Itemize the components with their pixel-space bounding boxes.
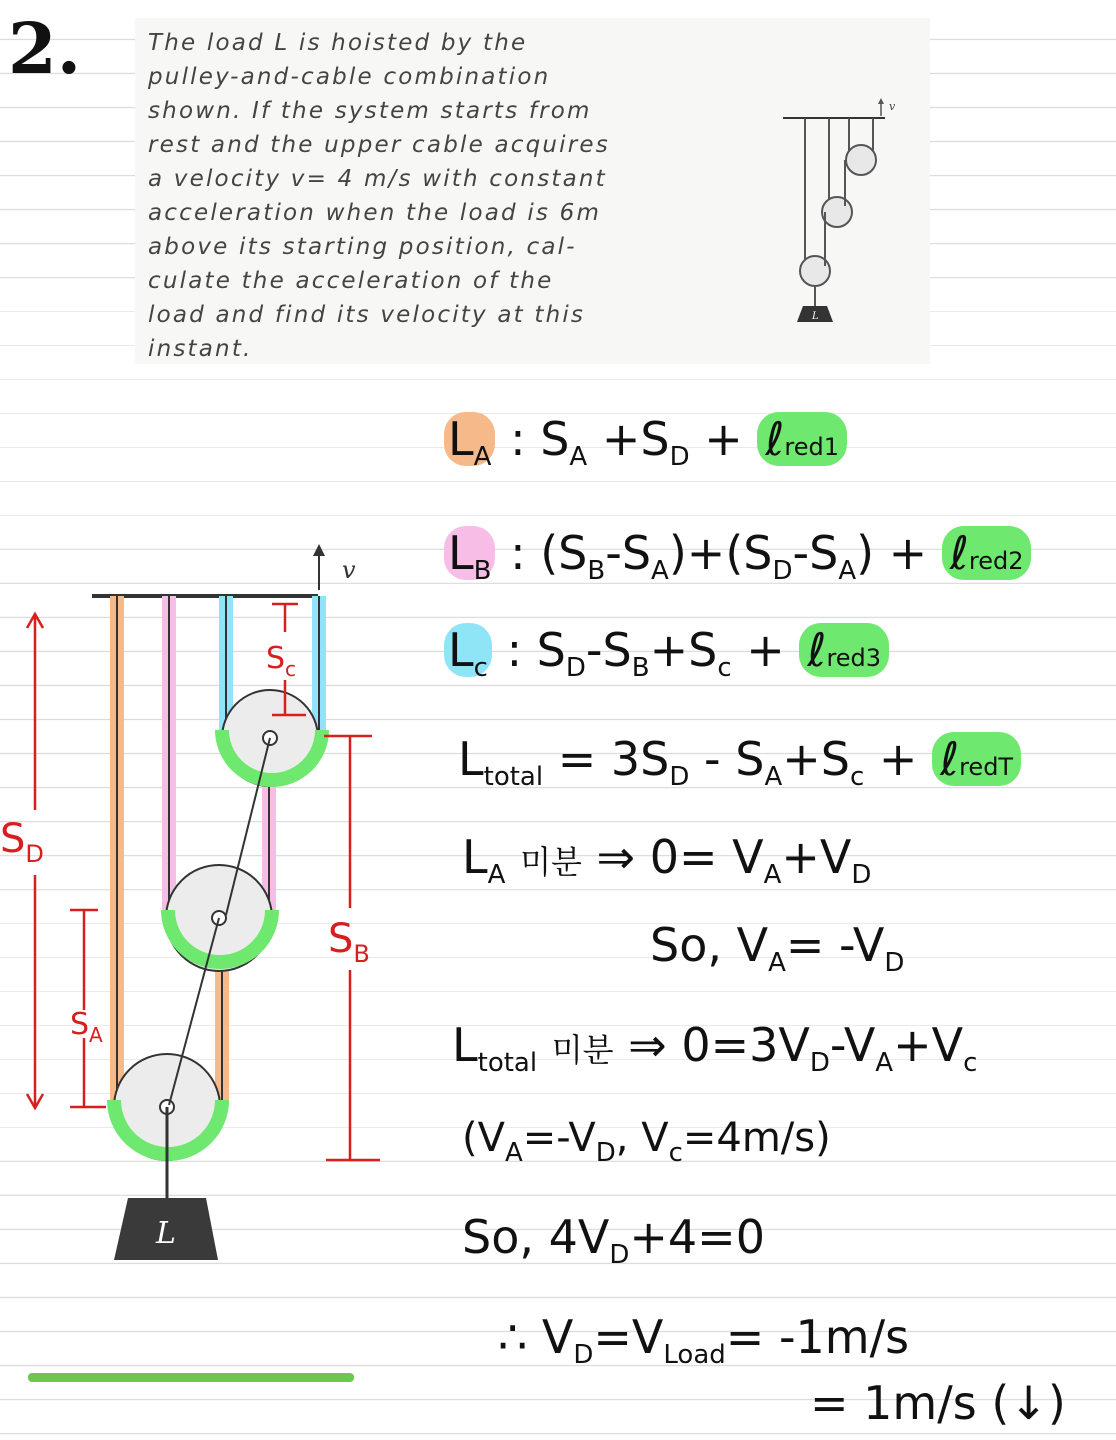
problem-line: shown. If the system starts from — [148, 98, 592, 124]
lc-red-length: ℓred3 — [799, 623, 889, 677]
green-underline-bar — [28, 1373, 354, 1382]
eq-final-answer: = 1m/s (↓) — [810, 1376, 1066, 1430]
la-red-length: ℓred1 — [757, 412, 847, 466]
eq-so-va: So, $V_A= -V_D$ — [650, 918, 905, 978]
eq-therefore: ∴ $V_D=V_{Load}= -1m/s$ — [498, 1310, 910, 1370]
eq-lc: $L_c$ : $S_D-S_B+S_c$ + ℓred3 — [444, 627, 889, 681]
lb-red-length: ℓred2 — [942, 526, 1032, 580]
eq-la-derivative: $L_A$ 미분 ⇒ $0= V_A+V_D$ — [462, 830, 872, 890]
problem-line: rest and the upper cable acquires — [148, 132, 610, 158]
problem-line: pulley-and-cable combination — [148, 64, 551, 90]
problem-line: acceleration when the load is 6m — [148, 200, 602, 226]
problem-line: load and find its velocity at this — [148, 302, 586, 328]
lb-label: $L_B$ — [444, 526, 495, 580]
small-load-label: L — [812, 311, 819, 322]
lc-label: $L_c$ — [444, 623, 492, 677]
label-sa: $S_A$ — [70, 1007, 103, 1047]
problem-line: a velocity v= 4 m/s with constant — [148, 166, 607, 192]
load-label: L — [156, 1216, 176, 1251]
ltotal-red-length: ℓredT — [932, 732, 1021, 786]
la-label: $L_A$ — [444, 412, 495, 466]
eq-lb: $L_B$ : $(S_B-S_A)+(S_D-S_A)$ + ℓred2 — [444, 530, 1031, 584]
problem-line: culate the acceleration of the — [148, 268, 554, 294]
velocity-label: v — [342, 556, 356, 584]
eq-la: $L_A$ : $S_A +S_D$ + ℓred1 — [444, 416, 847, 470]
problem-line: above its starting position, cal- — [148, 234, 577, 260]
problem-number: 2. — [8, 7, 82, 90]
label-sc: $S_c$ — [266, 641, 297, 681]
problem-line: instant. — [148, 336, 253, 362]
label-sb: $S_B$ — [328, 916, 370, 968]
small-velocity-label: v — [889, 100, 896, 113]
eq-ltotal-derivative: $L_{total}$ 미분 ⇒ $0=3V_D-V_A+V_c$ — [452, 1018, 978, 1078]
problem-line: The load L is hoisted by the — [148, 30, 528, 56]
eq-ltotal: $L_{total} = 3S_D - S_A+S_c$ + ℓredT — [458, 736, 1021, 790]
label-sd: $S_D$ — [0, 816, 44, 868]
eq-so-4vd: So, $4V_D+4=0$ — [462, 1210, 765, 1270]
eq-substitution: ($V_A=-V_D$, $V_c=4m/s$) — [462, 1115, 831, 1168]
